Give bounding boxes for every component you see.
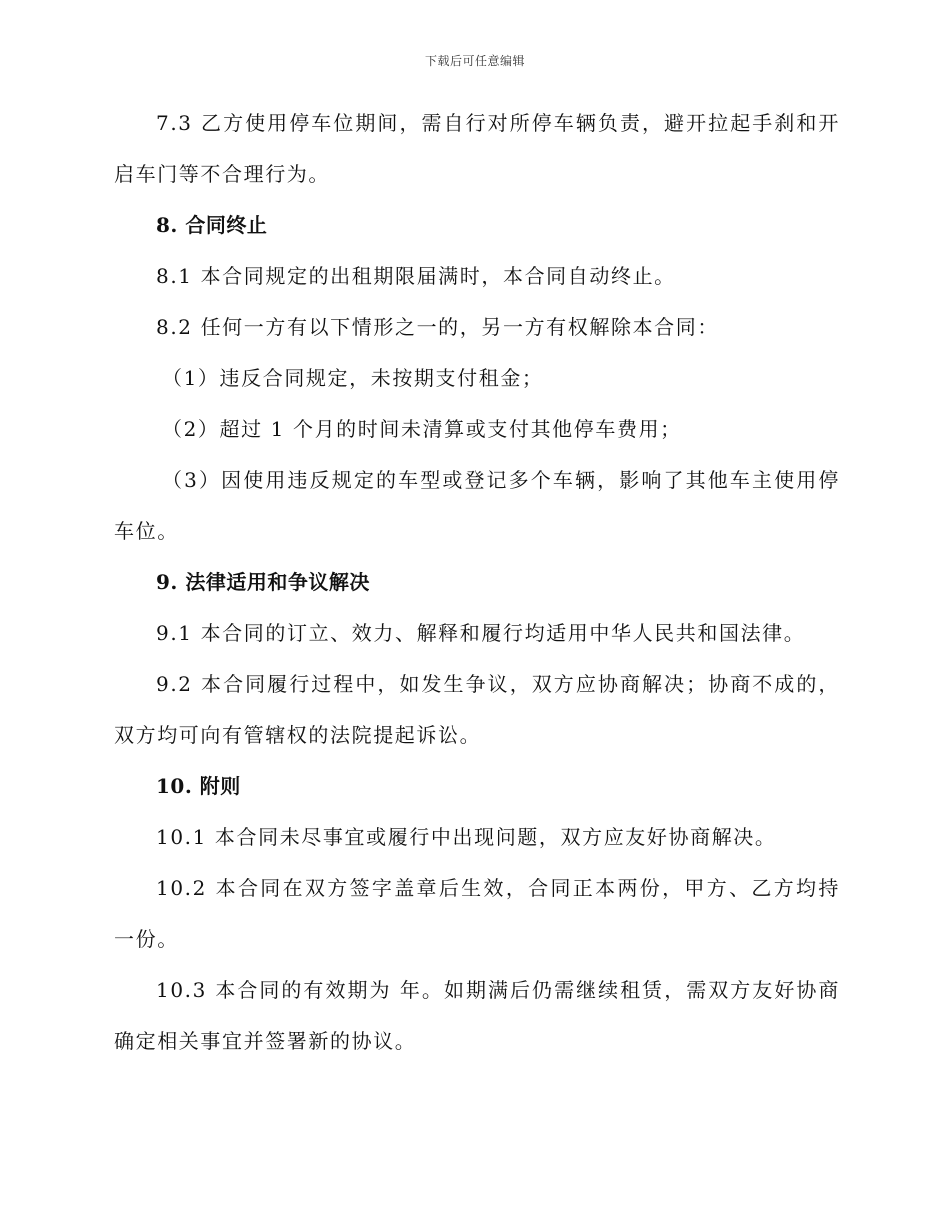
page-header: 下载后可任意编辑 [424,54,525,68]
clause-10-3: 10.3 本合同的有效期为 年。如期满后仍需继续租赁，需双方友好协商确定相关事宜并签署新的协议。 [114,978,840,1053]
clause-8-2-item-1: （1）违反合同规定，未按期支付租金； [162,366,544,390]
clause-9-1: 9.1 本合同的订立、效力、解释和履行均适用中华人民共和国法律。 [156,621,806,645]
clause-8-2-item-2: （2）超过 1 个月的时间未清算或支付其他停车费用； [162,417,682,441]
section-9-heading: 9. 法律适用和争议解决 [156,570,370,594]
clause-10-2: 10.2 本合同在双方签字盖章后生效，合同正本两份，甲方、乙方均持一份。 [114,876,840,951]
clause-9-2: 9.2 本合同履行过程中，如发生争议，双方应协商解决；协商不成的，双方均可向有管辖权的法院提起诉讼。 [114,672,840,747]
clause-8-2: 8.2 任何一方有以下情形之一的，另一方有权解除本合同： [156,315,719,339]
section-10-heading: 10. 附则 [156,774,241,798]
clause-8-2-item-3: （3）因使用违反规定的车型或登记多个车辆，影响了其他车主使用停车位。 [114,468,840,543]
clause-7-3: 7.3 乙方使用停车位期间，需自行对所停车辆负责，避开拉起手刹和开启车门等不合理行为。 [114,111,840,186]
section-8-heading: 8. 合同终止 [156,213,268,237]
clause-10-1: 10.1 本合同未尽事宜或履行中出现问题，双方应友好协商解决。 [156,825,777,849]
clause-8-1: 8.1 本合同规定的出租期限届满时，本合同自动终止。 [156,264,676,288]
document-body [114,98,840,1067]
